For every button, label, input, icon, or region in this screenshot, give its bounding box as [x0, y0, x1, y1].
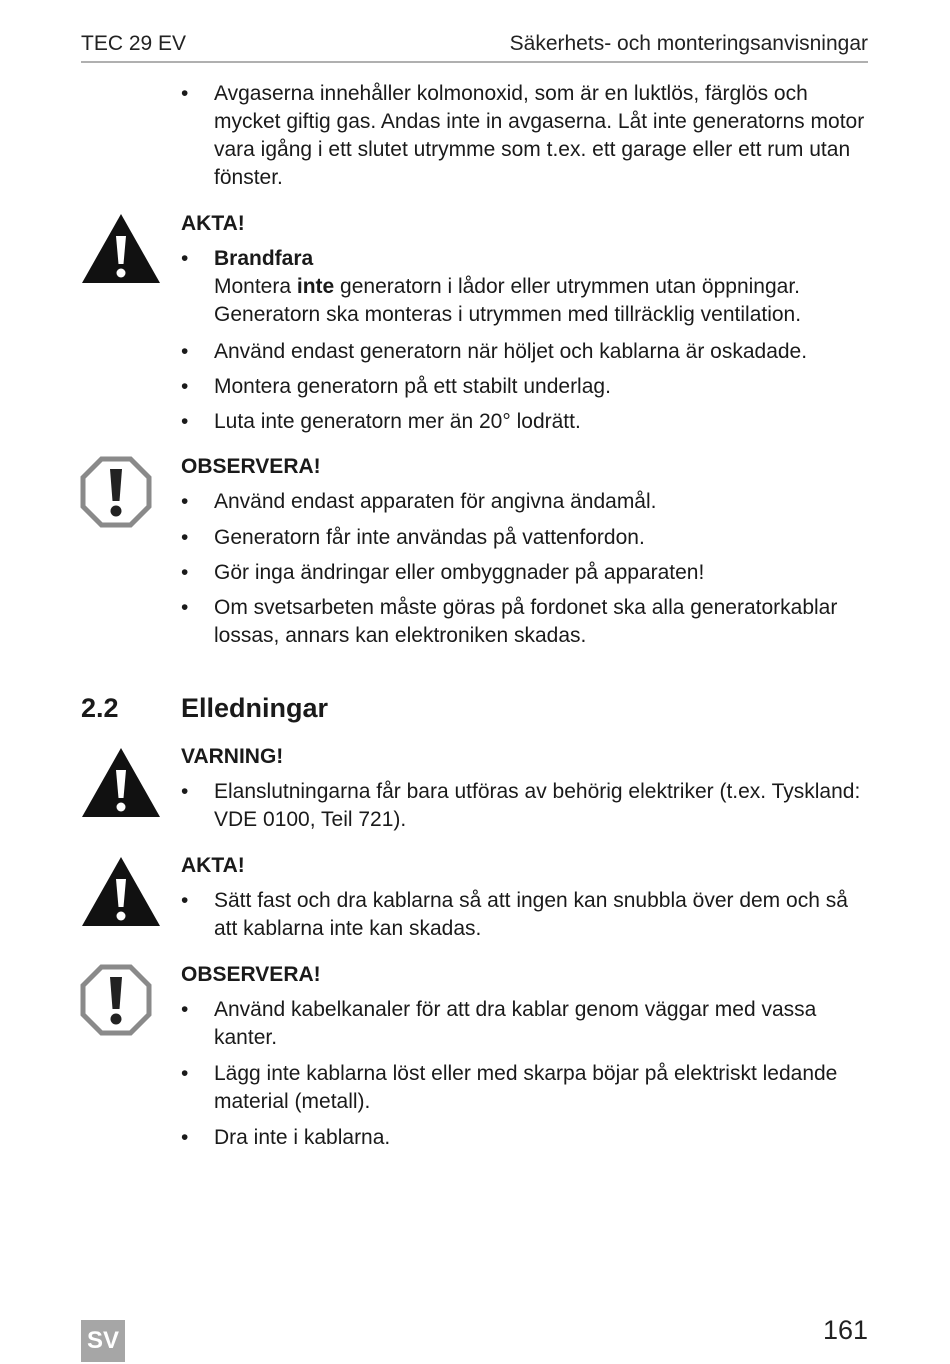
section-number: 2.2 — [81, 693, 119, 723]
list-item-text: Använd kabelkanaler för att dra kablar genom väggar med vassa kanter. — [214, 998, 817, 1049]
warning-triangle-icon — [80, 212, 162, 285]
notice-heading: OBSERVERA! — [181, 455, 321, 478]
list-item-text: Använd endast apparaten för angivna ändamål. — [214, 490, 657, 513]
bullet: • — [181, 82, 189, 105]
notice-octagon-icon — [80, 964, 152, 1036]
notice-heading: VARNING! — [181, 745, 284, 768]
list-item — [181, 559, 871, 587]
bullet: • — [181, 375, 189, 398]
list-item-text: Gör inga ändringar eller ombyggnader på apparaten! — [214, 561, 705, 584]
list-item-text: Generatorn får inte användas på vattenfordon. — [214, 526, 645, 549]
warning-triangle-icon — [80, 855, 162, 928]
list-item — [181, 996, 871, 1052]
list-item-text: Om svetsarbeten måste göras på fordonet ska alla generatorkablar lossas, annars kan elektroniken skadas. — [214, 596, 838, 647]
list-item-text: Elanslutningarna får bara utföras av behörig elektriker (t.ex. Tyskland: VDE 0100, Teil 721). — [214, 780, 861, 831]
bullet: • — [181, 596, 189, 619]
section-title: Elledningar — [181, 693, 329, 723]
list-item-text: Luta inte generatorn mer än 20° lodrätt. — [214, 410, 581, 433]
list-item — [181, 594, 871, 650]
list-item — [181, 778, 871, 834]
bullet: • — [181, 410, 189, 433]
list-item — [181, 887, 871, 943]
list-item — [181, 408, 871, 436]
list-item — [181, 245, 871, 329]
notice-heading: AKTA! — [181, 212, 245, 235]
notice-heading: OBSERVERA! — [181, 963, 321, 986]
list-item-text — [214, 273, 871, 329]
list-item — [181, 80, 871, 192]
list-item-text: Dra inte i kablarna. — [214, 1126, 391, 1149]
list-item-text: Använd endast generatorn när höljet och kablarna är oskadade. — [214, 340, 808, 363]
bullet: • — [181, 561, 189, 584]
header-section-title: Säkerhets- och monteringsanvisningar — [509, 32, 868, 55]
page-number: 161 — [822, 1315, 868, 1345]
list-item-text: Avgaserna innehåller kolmonoxid, som är en luktlös, färglös och mycket giftig gas. Andas inte in avgaserna. Låt inte generatorns motor vara igång i ett slutet utrymme som t.ex. ett garage eller ett rum utan fönster. — [214, 82, 865, 189]
list-item — [181, 524, 871, 552]
bullet: • — [181, 490, 189, 513]
warning-triangle-icon — [80, 746, 162, 819]
bullet: • — [181, 340, 189, 363]
header-model: TEC 29 EV — [81, 32, 187, 55]
list-item-text: Montera generatorn på ett stabilt underlag. — [214, 375, 611, 398]
notice-heading: AKTA! — [181, 854, 245, 877]
bullet: • — [181, 889, 189, 912]
bullet: • — [181, 526, 189, 549]
list-item-title: Brandfara — [214, 247, 314, 270]
list-item — [181, 373, 871, 401]
list-item-text: Sätt fast och dra kablarna så att ingen kan snubbla över dem och så att kablarna inte kan skadas. — [214, 889, 848, 940]
bullet: • — [181, 247, 189, 270]
text-run: Montera — [214, 275, 297, 298]
notice-octagon-icon — [80, 456, 152, 528]
list-item-text: Lägg inte kablarna löst eller med skarpa böjar på elektriskt ledande material (metall). — [214, 1062, 838, 1113]
bullet: • — [181, 780, 189, 803]
page-header — [81, 30, 868, 63]
bullet: • — [181, 1126, 189, 1149]
list-item — [181, 338, 871, 366]
list-item — [181, 1060, 871, 1116]
bullet: • — [181, 1062, 189, 1085]
text-run: generatorn i lådor eller utrymmen utan öppningar. Generatorn ska monteras i utrymmen med tillräcklig ventilation. — [214, 275, 802, 326]
bullet: • — [181, 998, 189, 1021]
language-tab: SV — [81, 1320, 125, 1362]
text-run-bold: inte — [296, 275, 335, 298]
list-item — [181, 488, 871, 516]
list-item — [181, 1124, 871, 1152]
